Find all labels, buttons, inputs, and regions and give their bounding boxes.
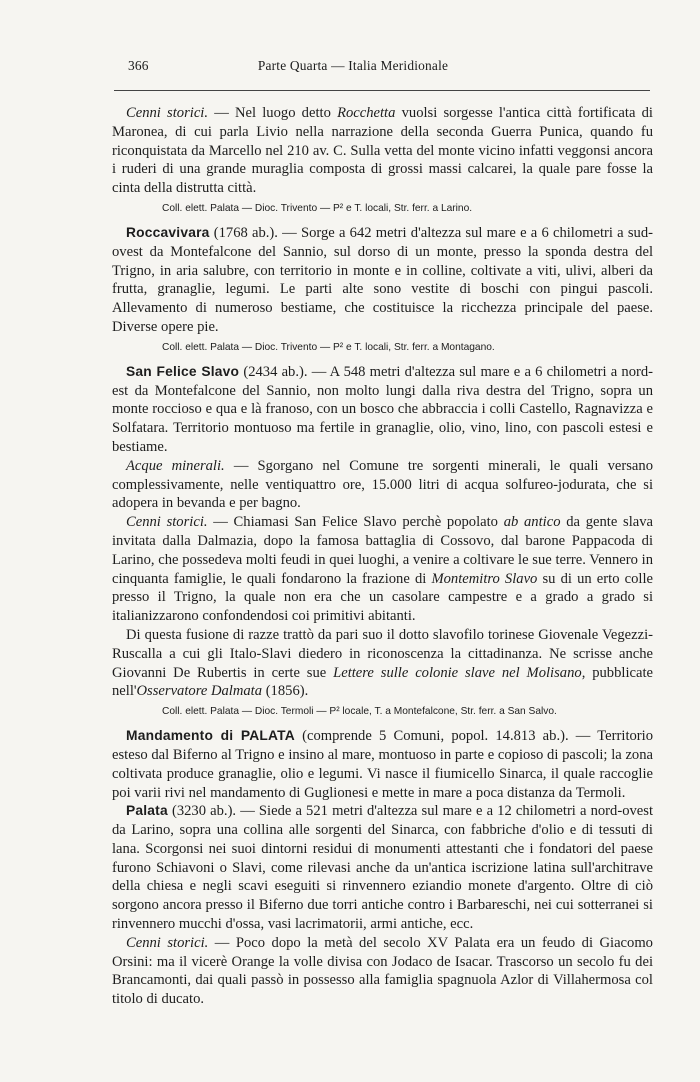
paragraph-san-felice-slavo: San Felice Slavo (2434 ab.). — A 548 metri d'altezza sul mare e a 6 chilometri a nord-est da Montefalcone del Sannio, non molto lungi dalla riva destra del Trigno, sopra un monte roccioso e qua e là franoso, con un bosco che abbraccia i colli Castello, Ragnavizza e Solfatara. Territorio montuoso ma fertile in granaglie, olio, vino, lino, con pascoli estesi e bestiame. [112,363,654,455]
entry-heading: San Felice Slavo [126,363,240,379]
note-rocchetta: Coll. elett. Palata — Dioc. Trivento — P² e T. locali, Str. ferr. a Larino. [162,202,473,214]
section-label: Cenni storici. [126,934,209,951]
page-number: 366 [128,58,149,73]
section-label: Cenni storici. [126,105,208,121]
paragraph-mandamento-palata: Mandamento di PALATA (comprende 5 Comuni, popol. 14.813 ab.). — Territorio esteso dal Biferno al Trigno e insino al mare, montuoso in parte e copioso di pascoli; la zona coltivata produce granaglie, olio e legumi. Vi nasce il fiumicello Sinarca, il quale raccoglie poi varii rivi nel mandamento di Guglionesi e mette in mare a poca distanza da Termoli. [112,728,654,801]
header-rule [114,90,650,91]
section-label: Acque minerali. [126,457,225,474]
section-label: Cenni storici. [126,514,208,531]
paragraph-roccavivara: Roccavivara (1768 ab.). — Sorge a 642 metri d'altezza sul mare e a 6 chilometri a sud-ovest da Montefalcone del Sannio, sul dorso di un monte, presso la sponda destra del Trigno, in aria salubre, con territorio in monte e in colline, coltivate a viti, ulivi, alberi da frutta, granaglie, legumi. Le parti alte sono vestite di boschi con pingui pascoli. Allevamento di numeroso bestiame, che costituisce la ricchezza principale del paese. Diverse opere pie. [112,224,653,335]
note-roccavivara: Coll. elett. Palata — Dioc. Trivento — P² e T. locali, Str. ferr. a Montagano. [162,341,495,353]
paragraph-palata-history: Cenni storici. — Poco dopo la metà del secolo XV Palata era un feudo di Giacomo Orsini: ma il vicerè Orange la volle divisa con Jodaco de Isacar. Trascorso un secolo fu dei Brancamonti, dai quali passò in possesso alla famiglia spagnuola Azlor di Villahermosa col titolo di ducato. [112,934,653,1008]
running-title: Parte Quarta — Italia Meridionale [257,58,449,73]
entry-heading: Roccavivara [126,224,210,240]
paragraph-san-felice-history: Cenni storici. — Chiamasi San Felice Slavo perchè popolato ab antico da gente slava invitata dalla Dalmazia, dopo la famosa battaglia di Cossovo, dal barone Pappacoda di Larino, che possedeva molti feudi in quei luoghi, a venire a coltivare le sue terre. Vennero in cinquanta famiglie, le quali fondarono la frazione di Montemitro Slavo su di un erto colle presso il Trigno, la quale non era che un casolare campestre e a grado a grado si italianizzarono confondendosi coi primitivi abitanti. [112,514,653,625]
entry-heading: Palata [126,803,168,819]
note-san-felice: Coll. elett. Palata — Dioc. Termoli — P² locale, T. a Montefalcone, Str. ferr. a San Salvo. [162,706,557,718]
paragraph-acque-minerali: Acque minerali. — Sgorgano nel Comune tre sorgenti minerali, le quali versano complessivamente, nelle ventiquattro ore, 15.000 litri di acqua solfureo-jodurata, che si adopera in bevanda e per bagno. [112,457,653,512]
paragraph-rocchetta-history: Cenni storici. — Nel luogo detto Rocchetta vuolsi sorgesse l'antica città fortificata di Maronea, di cui parla Livio nella narrazione della seconda Guerra Punica, quando fu riconquistata da Marcello nel 210 av. C. Sulla vetta del monte vicino infatti veggonsi ancora i ruderi di una grande muraglia composta di grossi massi calcarei, la quale pare fosse la cinta della distrutta città. [112,105,653,197]
entry-heading: Mandamento di PALATA [126,728,295,744]
paragraph-fusione-razze: Di questa fusione di razze trattò da pari suo il dotto slavofilo torinese Giovenale Vegezzi-Ruscalla a cui gli Italo-Slavi diedero in riconoscenza la cittadinanza. Ne scrisse anche Giovanni De Rubertis in certe sue Lettere sulle colonie slave nel Molisano, pubblicate nell'Osservatore Dalmata (1856). [112,626,653,700]
paragraph-palata: Palata (3230 ab.). — Siede a 521 metri d'altezza sul mare e a 12 chilometri a nord-ovest da Larino, sopra una collina alle sorgenti del Sinarca, con fabbriche d'olio e di tessuti di lana. Scorgonsi nei suoi dintorni residui di monumenti attestanti che i fondatori del paese furono Schiavoni o Slavi, come rilevasi anche da un'antica iscrizione latina sull'architrave della chiesa e negli scavi eseguiti si rinvennero eziandio monete d'argento. Oltre di ciò sorgono ancora presso il Biferno due torri antiche contro i Barbareschi, nei cui sotterranei si rinvennero mucchi d'ossa, vasi lacrimatorii, armi antiche, ecc. [112,803,653,933]
page-body [112,104,653,1009]
